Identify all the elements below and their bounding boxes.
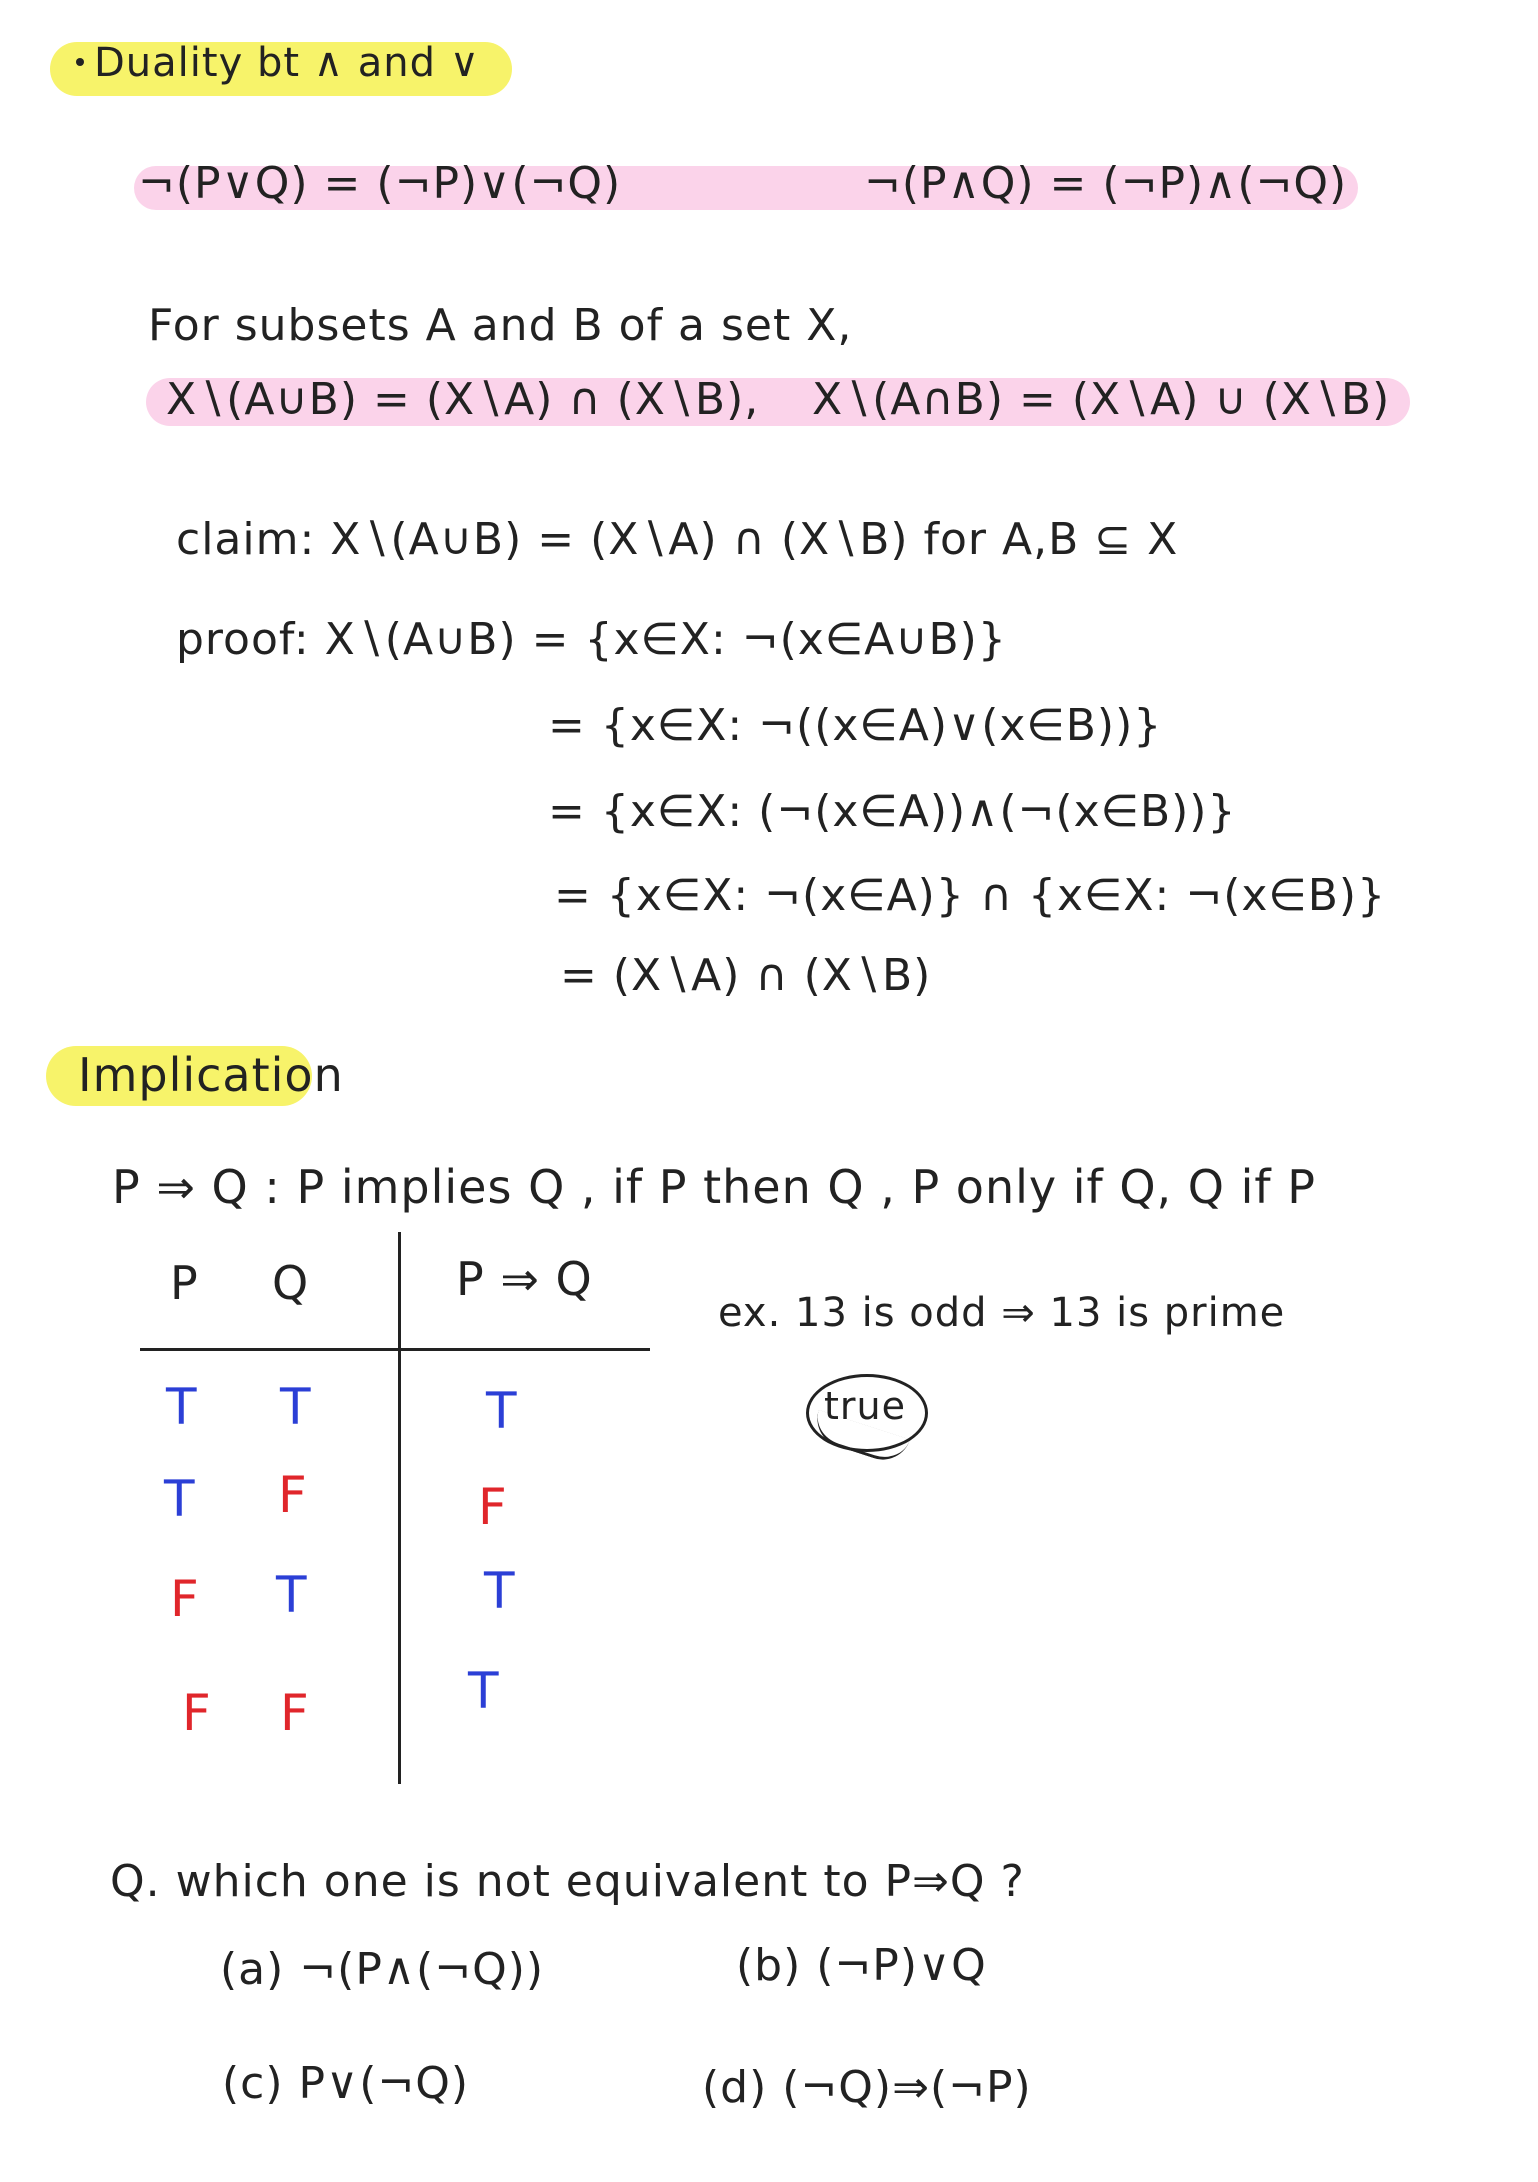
demorgan-or: ¬(P∨Q) = (¬P)∨(¬Q) bbox=[138, 158, 622, 209]
option-d: (d) (¬Q)⇒(¬P) bbox=[702, 2062, 1032, 2113]
option-c: (c) P∨(¬Q) bbox=[222, 2058, 470, 2109]
table-column-rule bbox=[398, 1232, 401, 1784]
set-demorgan-intersection: X∖(A∩B) = (X∖A) ∪ (X∖B) bbox=[812, 374, 1391, 425]
row2-p: T bbox=[164, 1470, 196, 1528]
example-answer: true bbox=[824, 1384, 906, 1428]
table-header-rule bbox=[140, 1348, 650, 1351]
row3-result: T bbox=[484, 1562, 516, 1620]
row4-p: F bbox=[182, 1684, 212, 1742]
proof-line-5: = (X∖A) ∩ (X∖B) bbox=[560, 950, 932, 1001]
option-a: (a) ¬(P∧(¬Q)) bbox=[220, 1944, 545, 1995]
subsets-intro: For subsets A and B of a set X, bbox=[148, 300, 853, 351]
proof-line-4: = {x∈X: ¬(x∈A)} ∩ {x∈X: ¬(x∈B)} bbox=[554, 870, 1387, 921]
row3-q: T bbox=[276, 1566, 308, 1624]
proof-line-3: = {x∈X: (¬(x∈A))∧(¬(x∈B))} bbox=[548, 786, 1237, 837]
row4-result: T bbox=[468, 1662, 500, 1720]
table-header-p: P bbox=[170, 1256, 199, 1310]
implication-definition: P ⇒ Q : P implies Q , if P then Q , P only if Q, Q if P bbox=[112, 1160, 1316, 1214]
claim-line: claim: X∖(A∪B) = (X∖A) ∩ (X∖B) for A,B ⊆ X bbox=[176, 514, 1179, 565]
row1-p: T bbox=[166, 1378, 198, 1436]
bullet-dot bbox=[76, 58, 84, 66]
set-demorgan-union: X∖(A∪B) = (X∖A) ∩ (X∖B), bbox=[166, 374, 760, 425]
proof-line-1: proof: X∖(A∪B) = {x∈X: ¬(x∈A∪B)} bbox=[176, 614, 1007, 665]
table-header-q: Q bbox=[272, 1256, 310, 1310]
table-header-implies: P ⇒ Q bbox=[456, 1252, 593, 1306]
demorgan-and: ¬(P∧Q) = (¬P)∧(¬Q) bbox=[864, 158, 1348, 209]
duality-heading: Duality bt ∧ and ∨ bbox=[94, 40, 480, 86]
question-prompt: Q. which one is not equivalent to P⇒Q ? bbox=[110, 1856, 1025, 1907]
row4-q: F bbox=[280, 1684, 310, 1742]
row2-q: F bbox=[278, 1466, 308, 1524]
row1-q: T bbox=[280, 1378, 312, 1436]
row2-result: F bbox=[478, 1478, 508, 1536]
implication-example: ex. 13 is odd ⇒ 13 is prime bbox=[718, 1290, 1286, 1336]
proof-line-2: = {x∈X: ¬((x∈A)∨(x∈B))} bbox=[548, 700, 1163, 751]
option-b: (b) (¬P)∨Q bbox=[736, 1940, 987, 1991]
row1-result: T bbox=[486, 1382, 518, 1440]
implication-heading: Implication bbox=[78, 1048, 344, 1102]
row3-p: F bbox=[170, 1570, 200, 1628]
